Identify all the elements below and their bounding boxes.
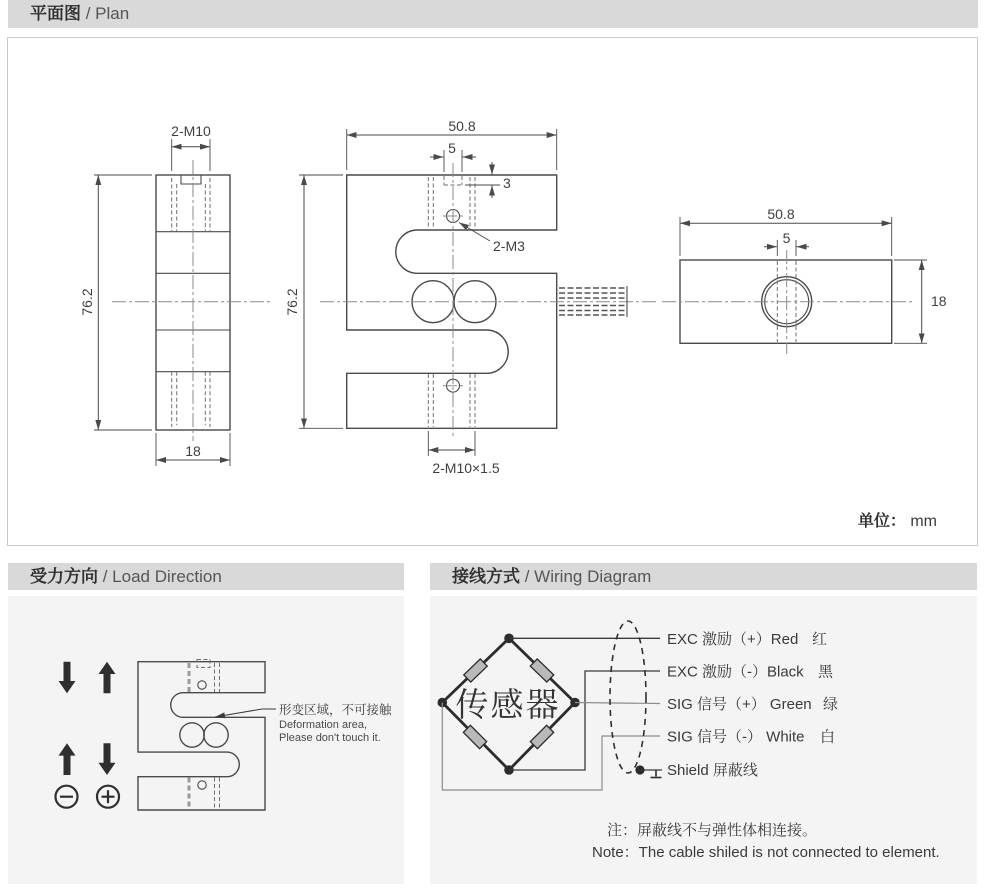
plan-section-header bbox=[8, 0, 978, 28]
down-arrow-icon bbox=[99, 743, 116, 775]
top-view bbox=[662, 206, 947, 354]
dim-side-thread: 2-M10 bbox=[171, 123, 211, 139]
load-direction-header bbox=[8, 563, 404, 590]
dim-front-depth: 3 bbox=[503, 175, 511, 191]
plan-header-zh: 平面图 bbox=[30, 4, 81, 23]
resistor-icon bbox=[530, 659, 553, 682]
dim-front-tap: 2-M3 bbox=[493, 238, 525, 254]
wire-label: SIG 信号（-） White bbox=[667, 728, 805, 746]
dim-top-width: 50.8 bbox=[767, 206, 795, 222]
polarity-symbols bbox=[56, 786, 120, 808]
dim-top-hole: 5 bbox=[782, 230, 791, 246]
wiring-note bbox=[592, 821, 940, 861]
plan-drawing-box bbox=[7, 37, 978, 546]
plan-drawing bbox=[8, 38, 977, 545]
cable-bundle-ellipse bbox=[610, 621, 646, 773]
load-direction-header-en: / Load Direction bbox=[102, 567, 222, 586]
wire-label: SIG 信号（+） Green bbox=[667, 696, 812, 713]
unit-label bbox=[858, 508, 937, 531]
wiring-header-zh: 接线方式 bbox=[452, 567, 520, 586]
bridge-label: 传感器 bbox=[455, 685, 561, 724]
shield-node bbox=[635, 765, 644, 774]
load-direction-drawing bbox=[8, 596, 404, 884]
dim-front-width: 50.8 bbox=[448, 118, 476, 134]
wiring-note-en: Note：The cable shiled is not connected to element. bbox=[592, 844, 940, 861]
plan-header-en: / Plan bbox=[85, 4, 130, 23]
up-arrow-icon bbox=[59, 743, 76, 775]
wire-color: 绿 bbox=[823, 696, 839, 713]
dim-side-height: 76.2 bbox=[79, 288, 95, 316]
unit-caption: 单位： bbox=[857, 513, 906, 530]
deformation-en1: Deformation area, bbox=[279, 719, 368, 731]
wiring-header-en: / Wiring Diagram bbox=[524, 567, 652, 586]
deformation-note bbox=[215, 702, 392, 744]
wire-color: 红 bbox=[812, 631, 828, 648]
ground-icon bbox=[651, 770, 662, 778]
dim-top-height: 18 bbox=[931, 293, 947, 309]
down-arrow-icon bbox=[59, 662, 76, 694]
dim-side-width: 18 bbox=[185, 443, 201, 459]
up-arrow-icon bbox=[99, 662, 116, 694]
wiring-diagram bbox=[430, 596, 977, 884]
side-thread-lines bbox=[172, 178, 210, 427]
wire-label: EXC 激励（-）Black bbox=[667, 663, 804, 681]
resistor-icon bbox=[464, 659, 487, 682]
front-view bbox=[284, 118, 658, 476]
wiring-header bbox=[430, 563, 977, 590]
wiring-note-zh: 注：屏蔽线不与弹性体相连接。 bbox=[607, 822, 818, 839]
resistor-icon bbox=[463, 725, 486, 748]
deformation-en2: Please don't touch it. bbox=[279, 732, 381, 744]
load-direction-panel bbox=[8, 596, 404, 884]
resistor-icon bbox=[530, 725, 553, 748]
wire-labels bbox=[667, 631, 838, 779]
mini-s-body bbox=[138, 660, 265, 811]
load-direction-header-zh: 受力方向 bbox=[30, 567, 98, 586]
dim-front-hole: 5 bbox=[448, 140, 456, 156]
wire-color: 黑 bbox=[818, 663, 834, 681]
dim-front-height: 76.2 bbox=[284, 288, 300, 316]
deformation-zh: 形变区域，不可接触 bbox=[279, 703, 392, 717]
unit-value: mm bbox=[910, 513, 937, 530]
side-view bbox=[79, 123, 272, 466]
wiring-panel bbox=[430, 596, 977, 884]
wire-label: Shield 屏蔽线 bbox=[667, 762, 758, 779]
wheatstone-bridge bbox=[438, 634, 580, 775]
load-arrows bbox=[59, 662, 116, 775]
dim-front-bottom-thread: 2-M10×1.5 bbox=[432, 460, 500, 476]
wire-color: 白 bbox=[820, 728, 836, 746]
wire-label: EXC 激励（+）Red bbox=[667, 631, 799, 648]
